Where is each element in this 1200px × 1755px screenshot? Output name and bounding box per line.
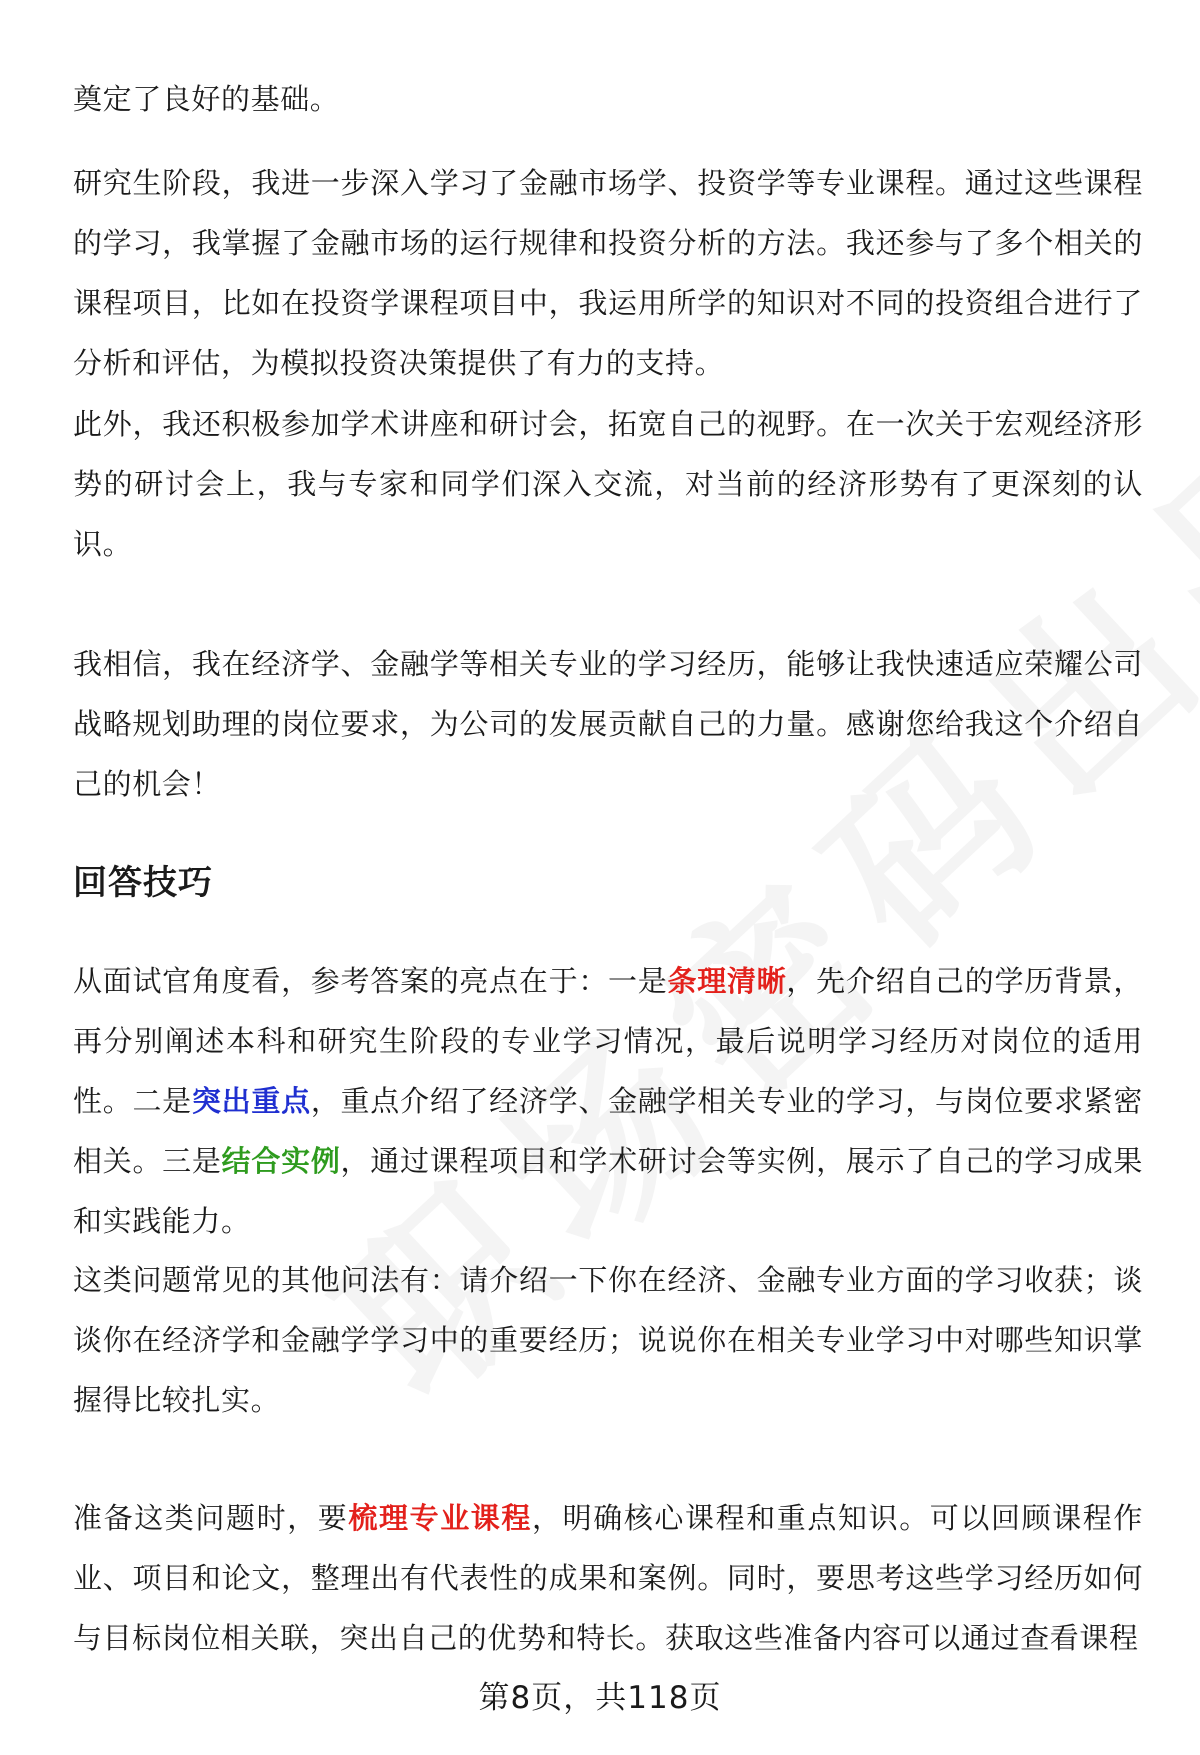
highlight-examples: 结合实例 [221,1144,341,1178]
paragraph-other-questions: 这类问题常见的其他问法有：请介绍一下你在经济、金融专业方面的学习收获；谈谈你在经济学和金融学学习中的重要经历；说说你在相关专业学习中对哪些知识掌握得比较扎实。 [73,1263,1143,1417]
section-heading: 回答技巧 [73,863,213,903]
tips-text-1: 从面试官角度看，参考答案的亮点在于：一是 [73,964,668,998]
highlight-course-review: 梳理专业课程 [348,1501,533,1535]
tips-text-4: ，通过课程项目和学术研讨会等实例，展示了自己的学习成果和实践能力。 [73,1144,1143,1238]
tips-text-2: ，先介绍自己的学历背景，再分别阐述本科和研究生阶段的专业学习情况，最后说明学习经历对岗位的适用性。二是 [73,964,1143,1118]
paragraph-preparation [73,1488,1143,1668]
highlight-clear-structure: 条理清晰 [667,964,787,998]
highlight-key-points: 突出重点 [191,1084,311,1118]
paragraph-conclusion: 我相信，我在经济学、金融学等相关专业的学习经历，能够让我快速适应荣耀公司战略规划助理的岗位要求，为公司的发展贡献自己的力量。感谢您给我这个介绍自己的机会！ [73,647,1143,801]
prep-text-1: 准备这类问题时，要 [73,1501,349,1535]
tips-text-3: ，重点介绍了经济学、金融学相关专业的学习，与岗位要求紧密相关。三是 [73,1084,1143,1178]
paragraph-tips [73,951,1143,1251]
page-footer: 第8页，共118页 [478,1680,722,1716]
paragraph-seminar: 此外，我还积极参加学术讲座和研讨会，拓宽自己的视野。在一次关于宏观经济形势的研讨会上，我与专家和同学们深入交流，对当前的经济形势有了更深刻的认识。 [73,407,1143,561]
paragraph-foundation: 奠定了良好的基础。 [73,82,340,116]
prep-text-2: ，明确核心课程和重点知识。可以回顾课程作业、项目和论文，整理出有代表性的成果和案例。同时，要思考这些学习经历如何与目标岗位相关联，突出自己的优势和特长。获取这些准备内容可以通过查看课程 [73,1501,1143,1655]
paragraph-graduate: 研究生阶段，我进一步深入学习了金融市场学、投资学等专业课程。通过这些课程的学习，我掌握了金融市场的运行规律和投资分析的方法。我还参与了多个相关的课程项目，比如在投资学课程项目中，我运用所学的知识对不同的投资组合进行了分析和评估，为模拟投资决策提供了有力的支持。 [73,166,1143,380]
